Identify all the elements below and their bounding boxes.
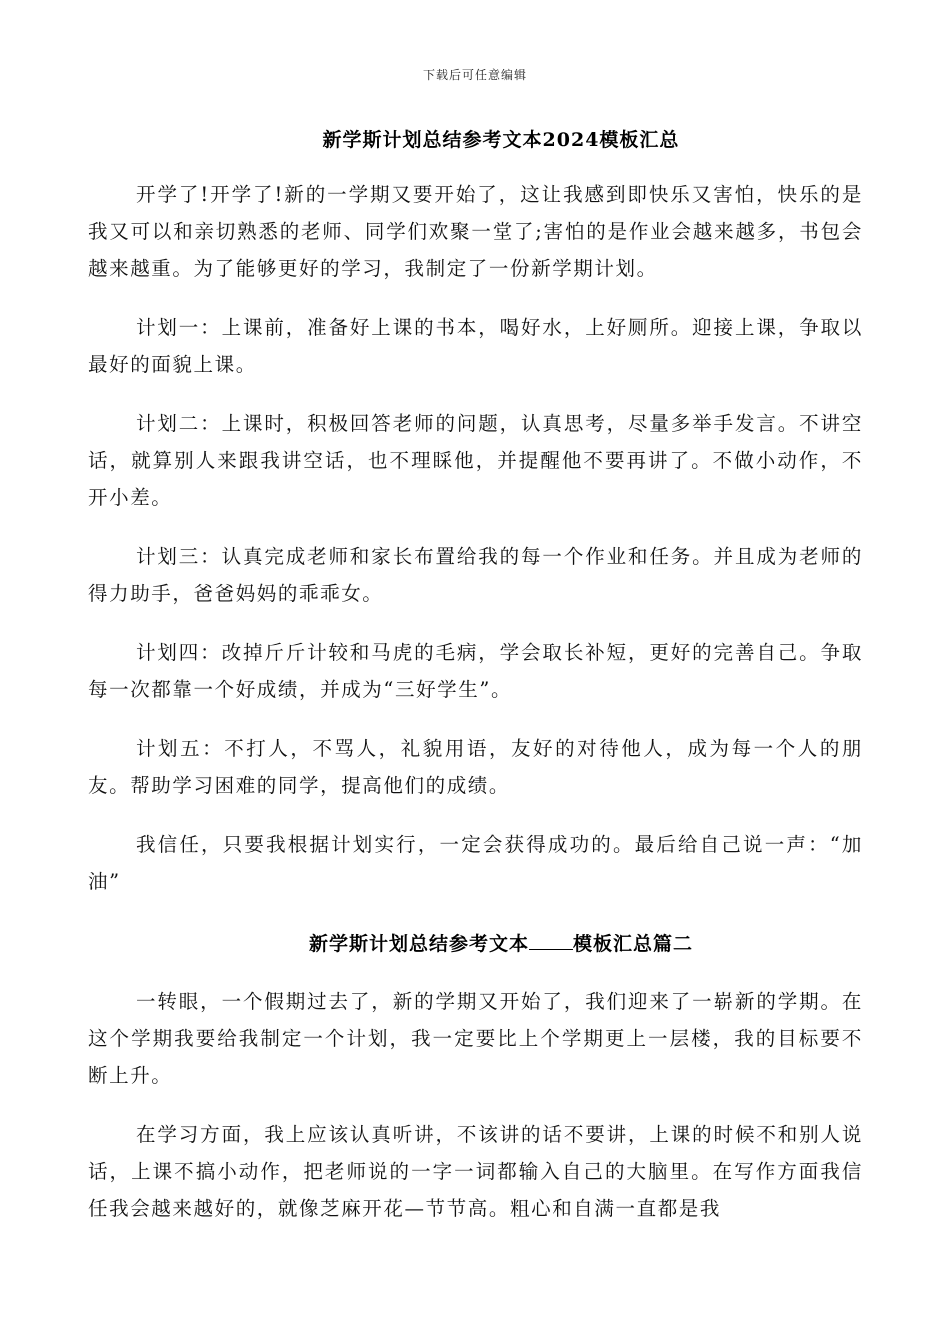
paragraph-intro: 开学了!开学了!新的一学期又要开始了，这让我感到即快乐又害怕，快乐的是我又可以和亲切熟悉的老师、同学们欢聚一堂了;害怕的是作业会越来越多，书包会越来越重。为了能够更好的学习，我制定了一份新学期计划。 [88, 183, 863, 280]
section-title-1: 新学斯计划总结参考文本2024模板汇总 [322, 129, 680, 151]
paragraph-plan-1: 计划一：上课前，准备好上课的书本，喝好水，上好厕所。迎接上课，争取以最好的面貌上课。 [88, 316, 863, 376]
paragraph-plan-3: 计划三：认真完成老师和家长布置给我的每一个作业和任务。并且成为老师的得力助手，爸爸妈妈的乖乖女。 [88, 545, 863, 605]
paragraph-plan-5: 计划五：不打人，不骂人，礼貌用语，友好的对待他人，成为每一个人的朋友。帮助学习困难的同学，提高他们的成绩。 [88, 737, 863, 797]
header-note: 下载后可任意编辑 [422, 68, 527, 82]
paragraph-plan-4: 计划四：改掉斤斤计较和马虎的毛病，学会取长补短，更好的完善自己。争取每一次都靠一个好成绩，并成为“三好学生”。 [88, 641, 863, 701]
section-title-2-suffix: 模板汇总篇二 [573, 933, 694, 955]
section-title-2 [26, 929, 950, 956]
paragraph-plan-2: 计划二：上课时，积极回答老师的问题，认真思考，尽量多举手发言。不讲空话，就算别人来跟我讲空话，也不理睬他，并提醒他不要再讲了。不做小动作，不开小差。 [88, 412, 863, 509]
title-blank-line [529, 931, 573, 950]
paragraph-conclusion: 我信任，只要我根据计划实行，一定会获得成功的。最后给自己说一声：“加油” [88, 833, 863, 893]
paragraph-section2-intro: 一转眼，一个假期过去了，新的学期又开始了，我们迎来了一崭新的学期。在这个学期我要给我制定一个计划，我一定要比上个学期更上一层楼，我的目标要不断上升。 [88, 990, 863, 1087]
section-title-2-prefix: 新学斯计划总结参考文本 [308, 933, 529, 955]
paragraph-section2-study: 在学习方面，我上应该认真听讲，不该讲的话不要讲，上课的时候不和别人说话，上课不搞小动作，把老师说的一字一词都输入自己的大脑里。在写作方面我信任我会越来越好的，就像芝麻开花—节节高。粗心和自满一直都是我 [88, 1123, 863, 1220]
